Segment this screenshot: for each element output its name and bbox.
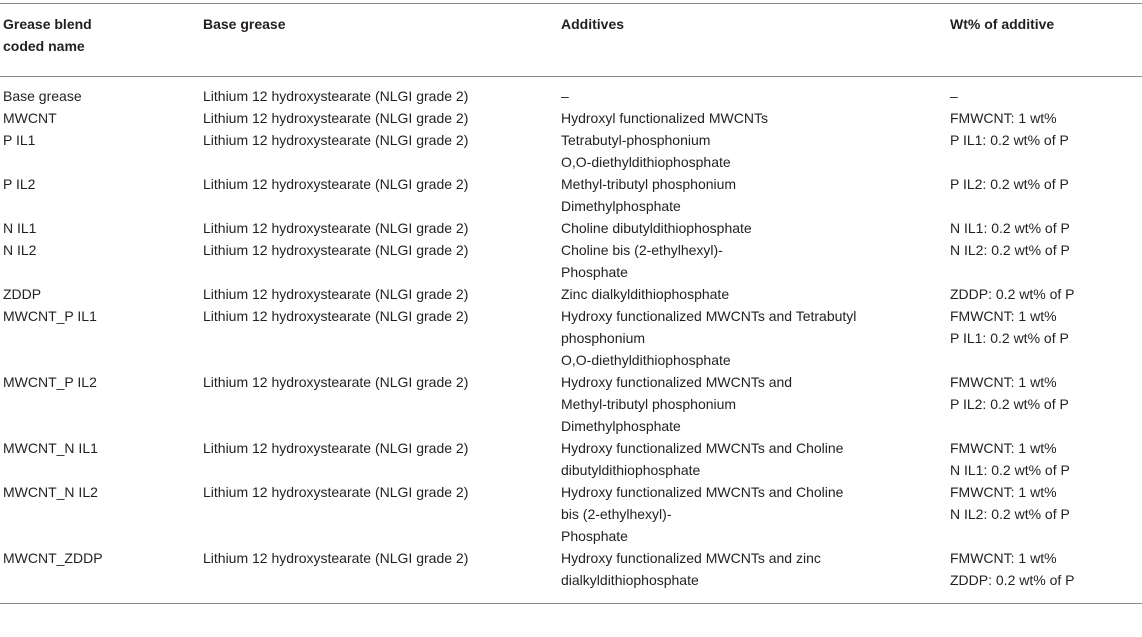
cell-text-line: Lithium 12 hydroxystearate (NLGI grade 2) [203, 242, 469, 258]
column-header [558, 4, 947, 76]
table-cell [0, 481, 200, 547]
cell-text-line: dialkyldithiophosphate [561, 572, 699, 588]
table-cell [558, 217, 947, 239]
table-cell [947, 437, 1142, 481]
table-row [0, 77, 1142, 107]
table-cell [947, 217, 1142, 239]
cell-text-line: Hydroxy functionalized MWCNTs and zinc [561, 550, 821, 566]
table-cell [200, 107, 558, 129]
table-cell [947, 481, 1142, 547]
table-cell [947, 173, 1142, 217]
table-cell [558, 77, 947, 107]
table-cell [558, 239, 947, 283]
cell-text-line: N IL2 [3, 242, 37, 258]
table-cell [558, 547, 947, 603]
cell-text-line: Additives [561, 16, 625, 32]
table-cell [200, 217, 558, 239]
cell-text-line: phosphonium [561, 330, 646, 346]
cell-text-line: ZDDP: 0.2 wt% of P [950, 286, 1075, 302]
cell-text-line: Grease blend [3, 16, 92, 32]
cell-text-line: Choline bis (2-ethylhexyl)- [561, 242, 723, 258]
cell-text-line: O,O-diethyldithiophosphate [561, 352, 731, 368]
cell-text-line: Tetrabutyl-phosphonium [561, 132, 711, 148]
table-cell [0, 283, 200, 305]
cell-text-line: bis (2-ethylhexyl)- [561, 506, 672, 522]
table-row [0, 547, 1142, 603]
table-row [0, 283, 1142, 305]
table-row [0, 107, 1142, 129]
cell-text-line: Phosphate [561, 264, 628, 280]
table-row [0, 173, 1142, 217]
table-cell [200, 77, 558, 107]
table-cell [947, 371, 1142, 437]
cell-text-line: FMWCNT: 1 wt% [950, 110, 1057, 126]
table-cell [200, 239, 558, 283]
cell-text-line: MWCNT [3, 110, 57, 126]
cell-text-line: P IL1: 0.2 wt% of P [950, 330, 1069, 346]
cell-text-line: Lithium 12 hydroxystearate (NLGI grade 2) [203, 132, 469, 148]
cell-text-line: P IL1: 0.2 wt% of P [950, 132, 1069, 148]
table-cell [200, 481, 558, 547]
table-cell [0, 371, 200, 437]
cell-text-line: Dimethylphosphate [561, 198, 681, 214]
table-cell [947, 129, 1142, 173]
cell-text-line: – [561, 88, 569, 104]
cell-text-line: Choline dibutyldithiophosphate [561, 220, 752, 236]
table-row [0, 239, 1142, 283]
cell-text-line: – [950, 88, 958, 104]
cell-text-line: P IL2: 0.2 wt% of P [950, 176, 1069, 192]
cell-text-line: N IL2: 0.2 wt% of P [950, 506, 1070, 522]
cell-text-line: Dimethylphosphate [561, 418, 681, 434]
cell-text-line: Methyl-tributyl phosphonium [561, 396, 737, 412]
cell-text-line: N IL1: 0.2 wt% of P [950, 462, 1070, 478]
cell-text-line: Methyl-tributyl phosphonium [561, 176, 737, 192]
cell-text-line: FMWCNT: 1 wt% [950, 484, 1057, 500]
cell-text-line: Wt% of additive [950, 16, 1055, 32]
header-row [0, 4, 1142, 76]
cell-text-line: coded name [3, 38, 85, 54]
cell-text-line: Lithium 12 hydroxystearate (NLGI grade 2) [203, 220, 469, 236]
cell-text-line: MWCNT_P IL1 [3, 308, 97, 324]
table-cell [558, 129, 947, 173]
cell-text-line: Zinc dialkyldithiophosphate [561, 286, 730, 302]
table-row [0, 217, 1142, 239]
cell-text-line: Lithium 12 hydroxystearate (NLGI grade 2) [203, 440, 469, 456]
table-cell [0, 217, 200, 239]
table-cell [947, 239, 1142, 283]
data-table-body [0, 77, 1142, 603]
table-cell [0, 239, 200, 283]
cell-text-line: O,O-diethyldithiophosphate [561, 154, 731, 170]
table-cell [558, 305, 947, 371]
cell-text-line: Lithium 12 hydroxystearate (NLGI grade 2) [203, 176, 469, 192]
table-cell [558, 107, 947, 129]
cell-text-line: Hydroxy functionalized MWCNTs and Choline [561, 484, 844, 500]
table-cell [947, 283, 1142, 305]
cell-text-line: Hydroxy functionalized MWCNTs and [561, 374, 793, 390]
cell-text-line: N IL1 [3, 220, 37, 236]
table-cell [0, 305, 200, 371]
table-bottom-rule [0, 603, 1142, 604]
table-cell [947, 107, 1142, 129]
cell-text-line: N IL2: 0.2 wt% of P [950, 242, 1070, 258]
table-cell [558, 283, 947, 305]
cell-text-line: Lithium 12 hydroxystearate (NLGI grade 2) [203, 550, 469, 566]
table-cell [0, 77, 200, 107]
table-cell [0, 173, 200, 217]
table-cell [200, 129, 558, 173]
cell-text-line: FMWCNT: 1 wt% [950, 550, 1057, 566]
table-cell [558, 481, 947, 547]
table-cell [558, 437, 947, 481]
cell-text-line: Lithium 12 hydroxystearate (NLGI grade 2) [203, 110, 469, 126]
table-row [0, 305, 1142, 371]
cell-text-line: Lithium 12 hydroxystearate (NLGI grade 2) [203, 308, 469, 324]
table-row [0, 437, 1142, 481]
table-cell [200, 371, 558, 437]
table-cell [947, 547, 1142, 603]
cell-text-line: MWCNT_N IL2 [3, 484, 98, 500]
cell-text-line: Lithium 12 hydroxystearate (NLGI grade 2) [203, 286, 469, 302]
table-body [0, 77, 1142, 603]
column-header [0, 4, 200, 76]
cell-text-line: Phosphate [561, 528, 628, 544]
cell-text-line: Lithium 12 hydroxystearate (NLGI grade 2) [203, 484, 469, 500]
cell-text-line: dibutyldithiophosphate [561, 462, 701, 478]
table-cell [200, 437, 558, 481]
cell-text-line: Lithium 12 hydroxystearate (NLGI grade 2) [203, 88, 469, 104]
cell-text-line: P IL1 [3, 132, 36, 148]
table-row [0, 371, 1142, 437]
table-cell [200, 547, 558, 603]
table-cell [200, 283, 558, 305]
cell-text-line: P IL2 [3, 176, 36, 192]
cell-text-line: Hydroxy functionalized MWCNTs and Choline [561, 440, 844, 456]
grease-blend-table [0, 3, 1142, 604]
table-cell [200, 305, 558, 371]
table-cell [558, 173, 947, 217]
table-cell [558, 371, 947, 437]
cell-text-line: P IL2: 0.2 wt% of P [950, 396, 1069, 412]
data-table [0, 4, 1142, 76]
column-header [947, 4, 1142, 76]
cell-text-line: Hydroxy functionalized MWCNTs and Tetrabutyl [561, 308, 857, 324]
cell-text-line: N IL1: 0.2 wt% of P [950, 220, 1070, 236]
table-cell [947, 77, 1142, 107]
cell-text-line: FMWCNT: 1 wt% [950, 440, 1057, 456]
table-row [0, 481, 1142, 547]
table-cell [0, 437, 200, 481]
table-row [0, 129, 1142, 173]
cell-text-line: Lithium 12 hydroxystearate (NLGI grade 2) [203, 374, 469, 390]
cell-text-line: Base grease [3, 88, 82, 104]
cell-text-line: ZDDP [3, 286, 42, 302]
cell-text-line: MWCNT_ZDDP [3, 550, 103, 566]
cell-text-line: Hydroxyl functionalized MWCNTs [561, 110, 768, 126]
cell-text-line: MWCNT_N IL1 [3, 440, 98, 456]
table-cell [200, 173, 558, 217]
cell-text-line: MWCNT_P IL2 [3, 374, 97, 390]
table-cell [0, 547, 200, 603]
cell-text-line: FMWCNT: 1 wt% [950, 374, 1057, 390]
cell-text-line: ZDDP: 0.2 wt% of P [950, 572, 1075, 588]
table-cell [947, 305, 1142, 371]
column-header [200, 4, 558, 76]
cell-text-line: FMWCNT: 1 wt% [950, 308, 1057, 324]
table-cell [0, 107, 200, 129]
cell-text-line: Base grease [203, 16, 286, 32]
table-cell [0, 129, 200, 173]
